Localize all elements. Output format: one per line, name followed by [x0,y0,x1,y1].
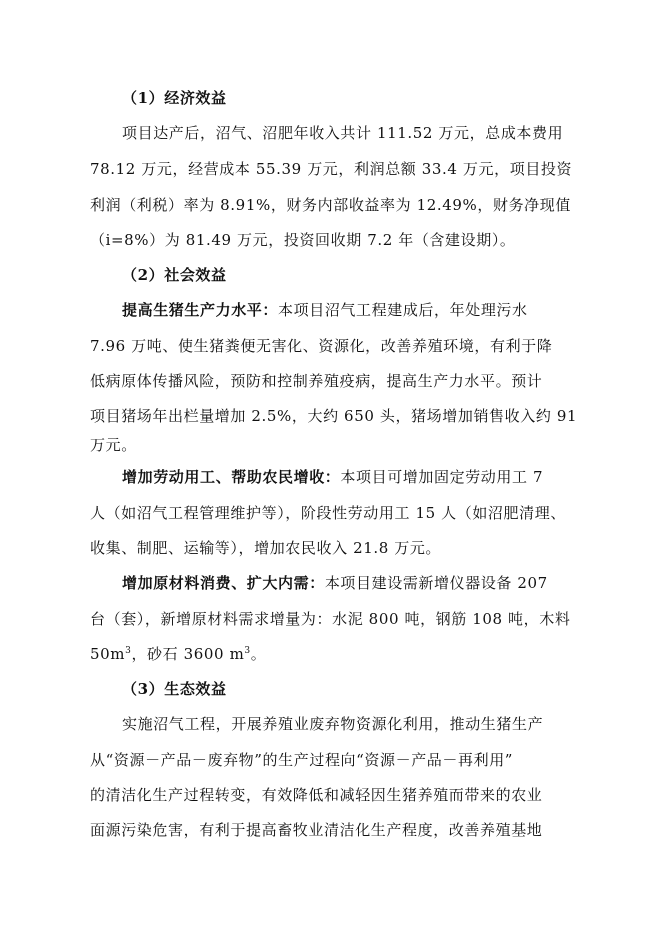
section-heading-economic: （1）经济效益 [122,89,227,107]
social-para1-line-4: 项目猪场年出栏量增加 2.5%，大约 650 头，猪场增加销售收入约 91 [90,407,578,425]
ecological-line-1: 实施沼气工程，开展养殖业废弃物资源化利用，推动生猪生产 [122,715,544,733]
gravel-quantity: ，砂石 3600 m [131,645,245,663]
economic-line-1: 项目达产后，沼气、沼肥年收入共计 111.52 万元，总成本费用 [122,124,564,142]
economic-line-2: 78.12 万元，经营成本 55.39 万元，利润总额 33.4 万元，项目投资 [90,160,573,178]
economic-line-4: （i=8%）为 81.49 万元，投资回收期 7.2 年（含建设期）。 [90,231,516,249]
social-para2-line-2: 人（如沼气工程管理维护等），阶段性劳动用工 15 人（如沼肥清理、 [90,504,566,522]
economic-line-3: 利润（利税）率为 8.91%，财务内部收益率为 12.49%，财务净现值 [90,196,571,214]
social-para3-line-1 [122,573,548,593]
ecological-line-2: 从“资源－产品－废弃物”的生产过程向“资源－产品－再利用” [90,751,514,769]
social-para3-bold-lead: 增加原材料消费、扩大内需： [122,574,325,592]
social-para1-line-3: 低病原体传播风险，预防和控制养殖疫病，提高生产力水平。预计 [90,372,543,390]
wood-quantity: 50m [90,645,126,663]
section-heading-social: （2）社会效益 [122,266,227,284]
social-para1-text: 本项目沼气工程建成后，年处理污水 [278,301,528,319]
cubic-superscript-2: 3 [244,646,251,656]
social-para3-line-3 [90,644,266,664]
social-para2-line-1 [122,467,543,487]
social-para1-line-1 [122,300,528,320]
social-para1-line-2: 7.96 万吨、使生猪粪便无害化、资源化，改善养殖环境，有利于降 [90,337,553,355]
cubic-superscript-1: 3 [125,646,132,656]
social-para1-bold-lead: 提高生猪生产力水平： [122,301,279,319]
social-para3-text: 本项目建设需新增仪器设备 207 [324,574,548,592]
section-heading-ecological: （3）生态效益 [122,680,227,698]
social-para3-line-2: 台（套），新增原材料需求增量为：水泥 800 吨，钢筋 108 吨，木料 [90,610,571,628]
social-para1-line-5: 万元。 [90,436,137,454]
social-para2-text: 本项目可增加固定劳动用工 7 [340,468,544,486]
social-para2-bold-lead: 增加劳动用工、帮助农民增收： [122,468,341,486]
ecological-line-3: 的清洁化生产过程转变，有效降低和减轻因生猪养殖而带来的农业 [90,786,543,804]
ecological-line-4: 面源污染危害，有利于提高畜牧业清洁化生产程度，改善养殖基地 [90,821,543,839]
social-para2-line-3: 收集、制肥、运输等），增加农民收入 21.8 万元。 [90,539,442,557]
sentence-end: 。 [250,645,267,663]
